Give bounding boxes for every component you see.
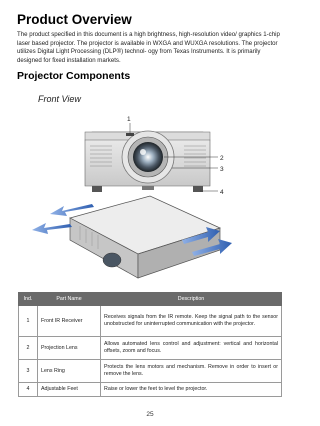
callout-3: 3 (220, 166, 224, 173)
row-part: Adjustable Feet (38, 383, 101, 397)
table-header-row (19, 293, 282, 306)
header-ind: Ind. (19, 293, 38, 306)
callout-4: 4 (220, 189, 224, 196)
table-row (19, 360, 282, 383)
row-part: Projection Lens (38, 337, 101, 360)
page-title: Product Overview (17, 12, 132, 27)
row-part: Lens Ring (38, 360, 101, 383)
section-heading: Projector Components (17, 70, 131, 82)
table-row (19, 306, 282, 337)
row-ind: 1 (19, 306, 38, 337)
callout-2: 2 (220, 155, 224, 162)
row-desc: Raise or lower the feet to level the projector. (101, 383, 282, 397)
projector-airflow-drawing (32, 196, 232, 278)
table-row (19, 383, 282, 397)
row-desc: Protects the lens motors and mechanism. Remove in order to insert or remove the lens. (101, 360, 282, 383)
header-description: Description (101, 293, 282, 306)
page-number: 25 (146, 411, 154, 418)
row-ind: 3 (19, 360, 38, 383)
table-row (19, 337, 282, 360)
row-part: Front IR Receiver (38, 306, 101, 337)
projector-front-drawing (85, 131, 210, 192)
intro-paragraph: The product specified in this document is a high brightness, high-resolution video/ graphics 1-chip laser based projector. The projector is available in WXGA and WUXGA resolutions. The projector utilizes Digital Light Processing (DLP®) technol- ogy from Texas Instruments. It is primarily designed for fixed installation markets. (17, 31, 280, 64)
row-ind: 2 (19, 337, 38, 360)
row-ind: 4 (19, 383, 38, 397)
callout-1: 1 (127, 116, 131, 123)
components-table (18, 292, 282, 397)
projector-front-figure (0, 110, 300, 285)
row-desc: Allows automated lens control and adjustment: vertical and horizontal offsets, zoom and focus. (101, 337, 282, 360)
row-desc: Receives signals from the IR remote. Keep the signal path to the sensor unobstructed for uninterrupted communication with the projector. (101, 306, 282, 337)
front-view-label: Front View (38, 94, 81, 104)
header-part-name: Part Name (38, 293, 101, 306)
